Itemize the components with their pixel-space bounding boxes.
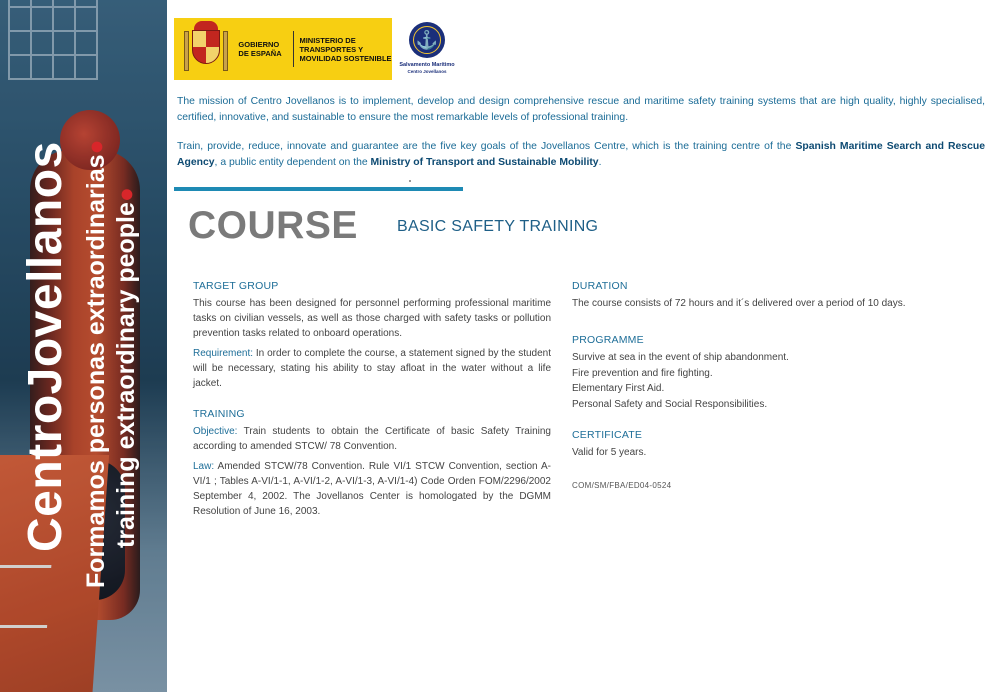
list-item: Survive at sea in the event of ship abandonment. <box>572 352 789 363</box>
coat-of-arms-icon <box>182 21 226 77</box>
brand-name: CentroJovellanos <box>19 141 72 552</box>
certificate-text: Valid for 5 years. <box>572 447 647 458</box>
certificate-heading: CERTIFICATE <box>572 429 643 441</box>
agency-name: Spanish Maritime Search and Rescue Agency <box>177 141 985 168</box>
salvamento-name: Salvamento Marítimo <box>399 62 455 68</box>
intro-section <box>177 94 985 170</box>
requirement-text: Requirement: In order to complete the course, a statement signed by the student will be necessary, stating his ability to stay afloat in the water without a life jacket. <box>193 348 551 389</box>
goals-paragraph: Train, provide, reduce, innovate and guarantee are the five key goals of the Jovellanos Centre, which is the training centre of the Spanish Maritime Search and Rescue Agency, a public entity dependent on the Ministry of Transport and Sustainable Mobility. <box>177 141 985 168</box>
law-text: Law: Amended STCW/78 Convention. Rule VI/1 STCW Convention, section A-VI/1 ; Tables A-VI/1-1, A-VI/1-2, A-VI/1-3, A-VI/1-4) Code Orden FOM/2296/2002 September 4, 2002. The Jovellanos Center is homologated by the DGMM Resolution of June 16, 2003. <box>193 461 551 517</box>
course-heading: COURSE <box>188 204 358 247</box>
duration-text: The course consists of 72 hours and it´s delivered over a period of 10 days. <box>572 298 906 309</box>
document-code: COM/SM/FBA/ED04-0524 <box>572 481 672 490</box>
duration-heading: DURATION <box>572 280 628 292</box>
gov-label: GOBIERNO DE ESPAÑA <box>238 40 282 58</box>
ministry-name: Ministry of Transport and Sustainable Mobility <box>370 156 599 168</box>
tagline-spanish: Formamos personas extraordinarias● <box>82 139 110 588</box>
tagline-english: training extraordinary people● <box>112 186 140 548</box>
anchor-emblem-icon: ⚓ <box>409 22 445 58</box>
target-group-heading: TARGET GROUP <box>193 280 279 292</box>
list-item: Fire prevention and fire fighting. <box>572 367 713 379</box>
objective-text: Objective: Train students to obtain the Certificate of basic Safety Training according to amended STCW/ 78 Convention. <box>193 426 551 452</box>
salvamento-maritimo-logo <box>395 22 459 82</box>
course-name: BASIC SAFETY TRAINING <box>397 218 599 235</box>
divider-line <box>174 187 463 191</box>
left-column <box>193 279 551 519</box>
programme-heading: PROGRAMME <box>572 334 644 346</box>
cover-photo-banner <box>0 0 167 692</box>
mission-paragraph: The mission of Centro Jovellanos is to implement, develop and design comprehensive rescue and maritime safety training systems that are high quality, highly specialised, certified, innovative, and sustainable to ensure the most remarkable levels of professional training. <box>177 96 985 123</box>
list-item: Elementary First Aid. <box>572 383 665 394</box>
decorative-dot <box>409 180 411 182</box>
ministry-label: MINISTERIO DE TRANSPORTES Y MOVILIDAD SOSTENIBLE <box>299 35 392 63</box>
training-heading: TRAINING <box>193 408 245 420</box>
right-column <box>572 279 972 493</box>
salvamento-subtitle: Centro Jovellanos <box>407 69 447 74</box>
target-group-text: This course has been designed for personnel performing professional maritime tasks on civilian vessels, as well as those charged with safety tasks or pollution prevention tasks related to onboard operations. <box>193 298 551 339</box>
list-item: Personal Safety and Social Responsibilities. <box>572 398 768 410</box>
programme-list <box>572 350 972 412</box>
gobierno-ministerio-logo <box>174 18 392 80</box>
